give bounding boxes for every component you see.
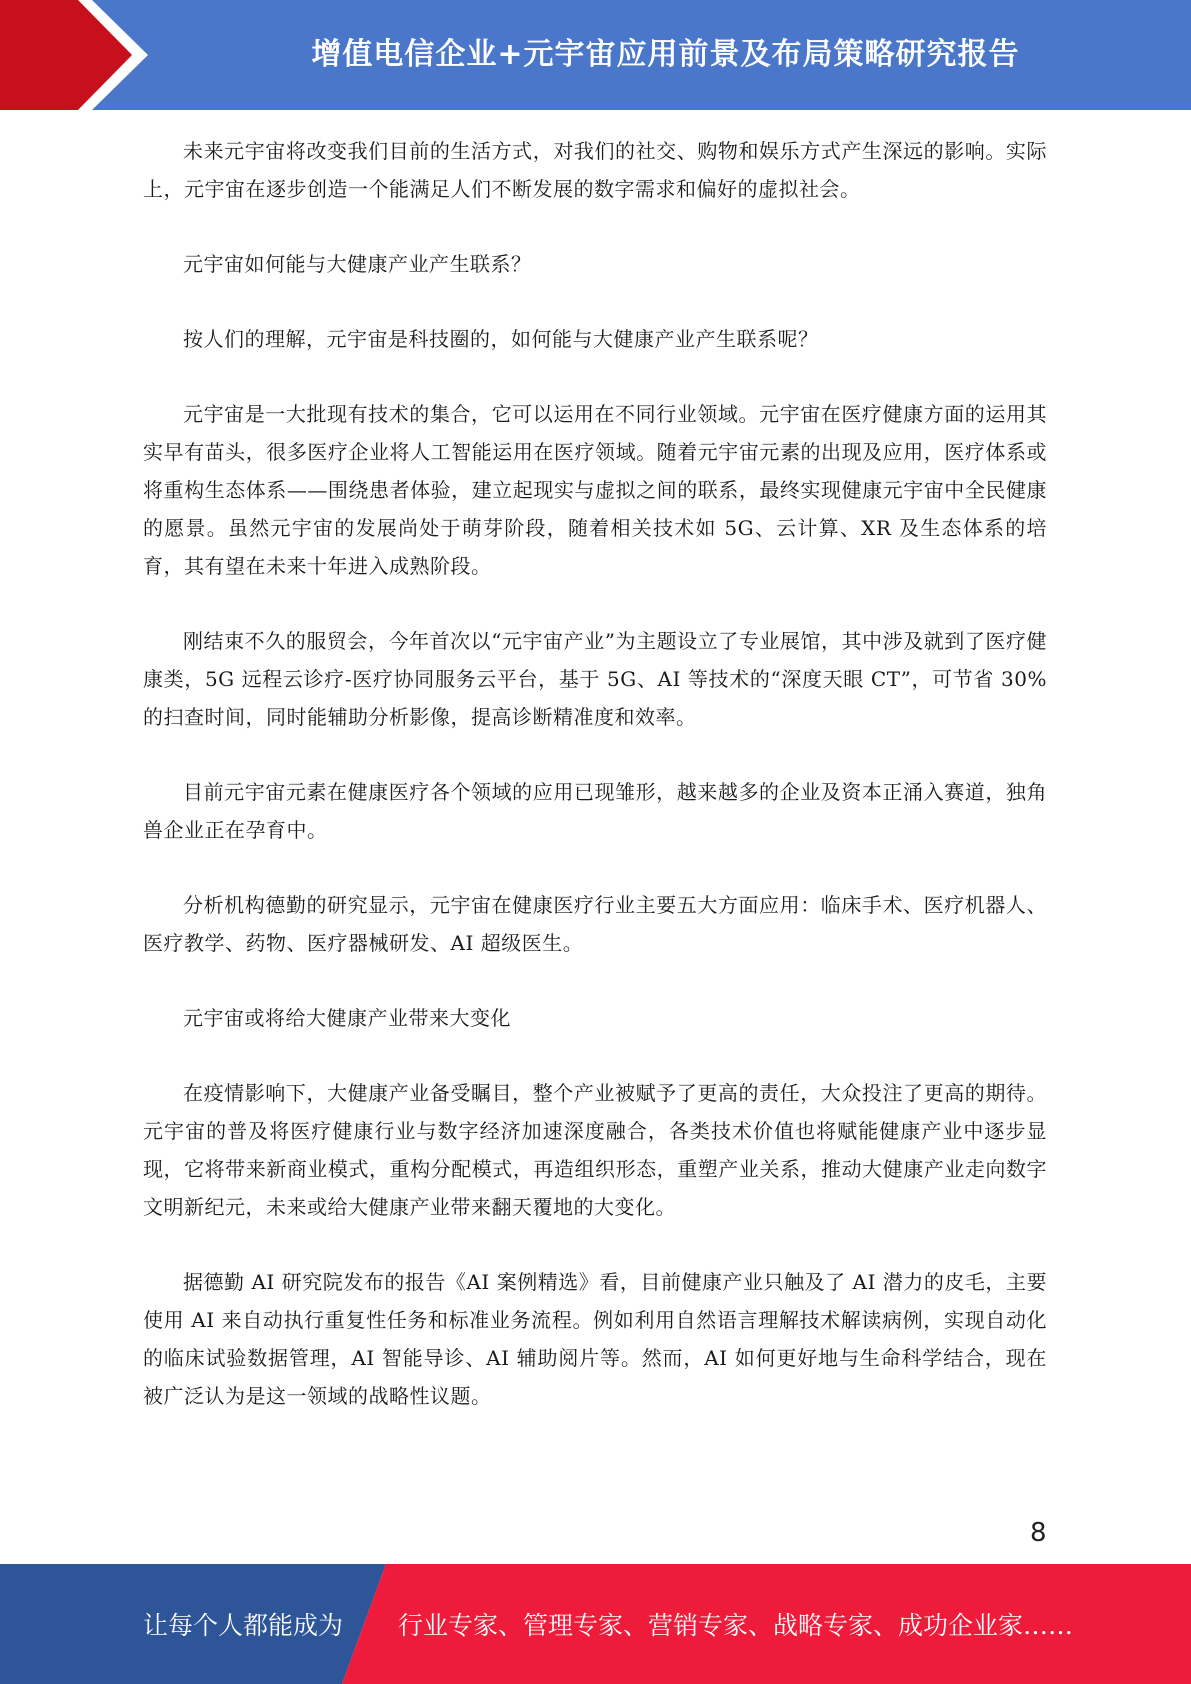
section-heading: 元宇宙或将给大健康产业带来大变化 xyxy=(183,1006,511,1030)
header-arrow-icon xyxy=(0,0,150,110)
paragraph: 未来元宇宙将改变我们目前的生活方式，对我们的社交、购物和娱乐方式产生深远的影响。实际上，元宇宙在逐步创造一个能满足人们不断发展的数字需求和偏好的虚拟社会。 xyxy=(143,139,1047,201)
footer-slogan-left: 让每个人都能成为 xyxy=(143,1611,344,1640)
paragraph: 刚结束不久的服贸会，今年首次以“元宇宙产业”为主题设立了专业展馆，其中涉及就到了医疗健康类，5G 远程云诊疗-医疗协同服务云平台，基于 5G、AI 等技术的“深度天眼 CT”，可节省 30%的扫查时间，同时能辅助分析影像，提高诊断精准度和效率。 xyxy=(143,629,1047,729)
paragraph: 据德勤 AI 研究院发布的报告《AI 案例精选》看，目前健康产业只触及了 AI 潜力的皮毛，主要使用 AI 来自动执行重复性任务和标准业务流程。例如利用自然语言理解技术解读病例，实现自动化的临床试验数据管理，AI 智能导诊、AI 辅助阅片等。然而，AI 如何更好地与生命科学结合，现在被广泛认为是这一领域的战略性议题。 xyxy=(143,1270,1047,1408)
paragraph: 在疫情影响下，大健康产业备受瞩目，整个产业被赋予了更高的责任，大众投注了更高的期待。元宇宙的普及将医疗健康行业与数字经济加速深度融合，各类技术价值也将赋能健康产业中逐步显现，它将带来新商业模式，重构分配模式，再造组织形态，重塑产业关系，推动大健康产业走向数字文明新纪元，未来或给大健康产业带来翻天覆地的大变化。 xyxy=(143,1081,1047,1219)
document-title: 增值电信企业+元宇宙应用前景及布局策略研究报告 xyxy=(311,37,1020,72)
paragraph: 元宇宙是一大批现有技术的集合，它可以运用在不同行业领域。元宇宙在医疗健康方面的运用其实早有苗头，很多医疗企业将人工智能运用在医疗领域。随着元宇宙元素的出现及应用，医疗体系或将重构生态体系——围绕患者体验，建立起现实与虚拟之间的联系，最终实现健康元宇宙中全民健康的愿景。虽然元宇宙的发展尚处于萌芽阶段，随着相关技术如 5G、云计算、XR 及生态体系的培育，其有望在未来十年进入成熟阶段。 xyxy=(143,402,1047,578)
paragraph: 目前元宇宙元素在健康医疗各个领域的应用已现雏形，越来越多的企业及资本正涌入赛道，独角兽企业正在孕育中。 xyxy=(143,780,1047,842)
section-question: 元宇宙如何能与大健康产业产生联系？ xyxy=(183,252,532,276)
paragraph: 分析机构德勤的研究显示，元宇宙在健康医疗行业主要五大方面应用：临床手术、医疗机器人、医疗教学、药物、医疗器械研发、AI 超级医生。 xyxy=(143,893,1047,955)
paragraph: 按人们的理解，元宇宙是科技圈的，如何能与大健康产业产生联系呢？ xyxy=(183,327,819,351)
footer-band xyxy=(0,1564,1191,1684)
header-band xyxy=(0,0,1191,110)
body-content xyxy=(143,132,1047,1452)
page-number: 8 xyxy=(1030,1518,1047,1548)
footer-slogan-right: 行业专家、管理专家、营销专家、战略专家、成功企业家…… xyxy=(398,1611,1074,1640)
